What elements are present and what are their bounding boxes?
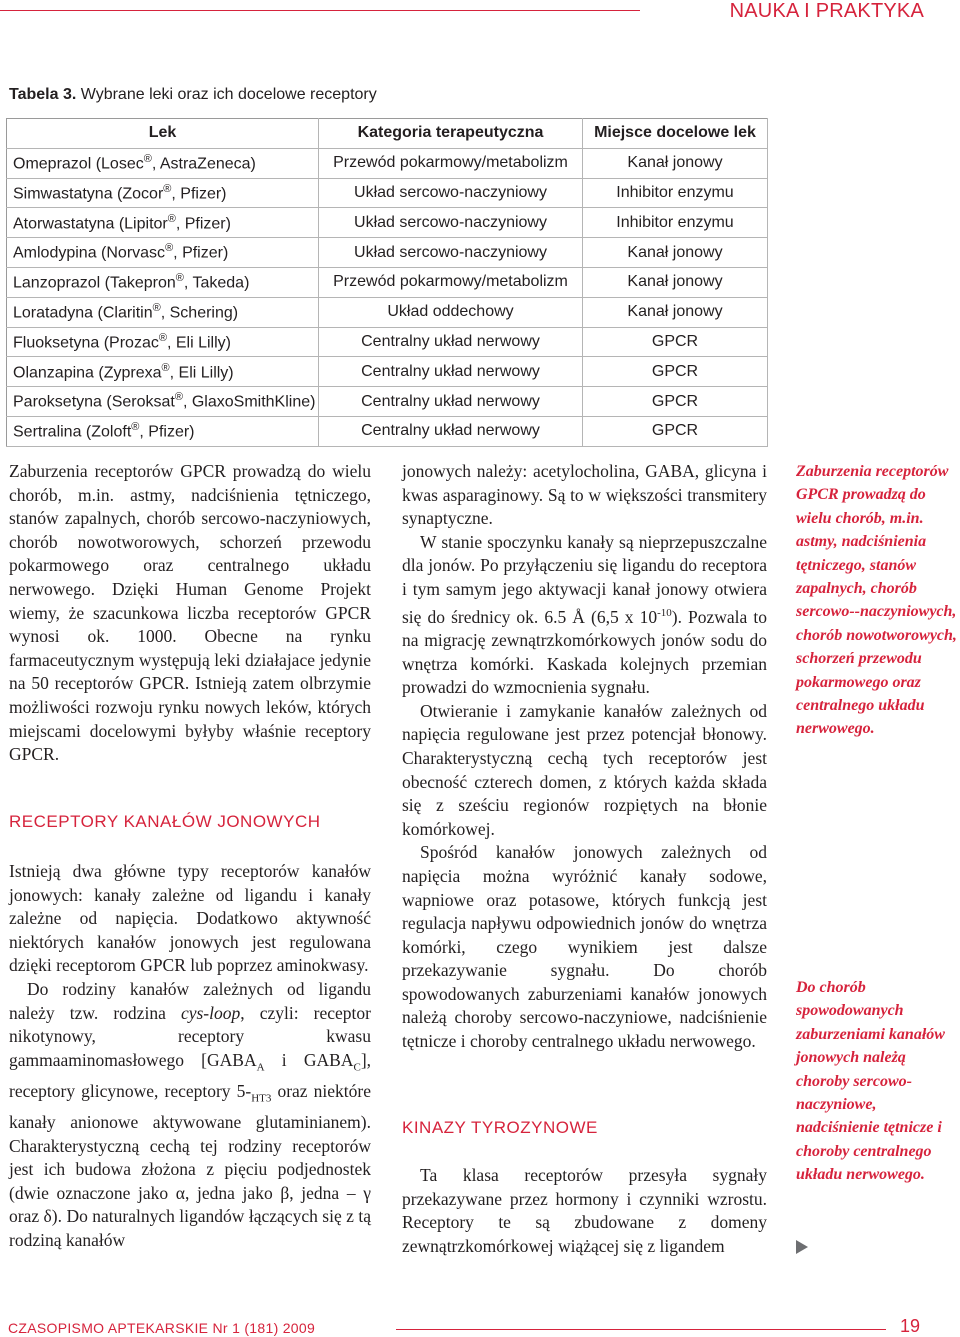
- cell-drug: [7, 416, 319, 446]
- text-run: oraz niektóre kanały anionowe aktywowane glutaminianem). Charakterystyczną cechą tej rodziny receptorów jest ich budowa złożona z pięciu podjednostek (dwie oznaczone jako α, jedna jako β, jedna – γ oraz δ). Do naturalnych ligandów łączących się z tą rodziną kanałów: [9, 1080, 371, 1250]
- cell-drug: [7, 238, 319, 268]
- drug-name: Olanzapina (Zyprexa: [13, 363, 162, 381]
- registered-mark: ®: [152, 302, 161, 315]
- paragraph: Spośród kanałów jonowych zależnych od napięcia można wyróżnić kanały sodowe, wapniowe oraz potasowe, których funkcją jest regulacja napływu odpowiednich jonów do wnętrza komórki, czego wynikiem jest dalsze przekazywanie sygnału. Do chorób spowodowanych zaburzeniami kanałów jonowych należą choroby sercowo-naczyniowe, nadciśnienie tętnicze i choroby centralnego układu nerwowego.: [402, 842, 767, 1052]
- cell-drug: [7, 327, 319, 357]
- table-row: [7, 327, 768, 357]
- registered-mark: ®: [175, 272, 184, 285]
- cell-target: GPCR: [583, 416, 768, 446]
- drug-maker: , Schering): [160, 304, 239, 322]
- drug-maker: , GlaxoSmithKline): [182, 393, 316, 411]
- table-caption-text: Wybrane leki oraz ich docelowe receptory: [76, 86, 377, 103]
- table-row: [7, 387, 768, 417]
- subscript: A: [256, 1061, 265, 1074]
- drug-maker: , Pfizer): [175, 214, 231, 232]
- text-run: W stanie spoczynku kanały są nieprzepuszczalne dla jonów. Po przyłączeniu się ligandu do receptora i tym samym jego aktywacji kanał jonowy otwiera się do średnicy ok. 6.5 Å (6,5 x 10: [402, 531, 767, 627]
- drug-name: Paroksetyna (Seroksat: [13, 393, 175, 411]
- header-category: Kategoria terapeutyczna: [319, 119, 583, 149]
- cell-drug: [7, 297, 319, 327]
- cell-category: Układ oddechowy: [319, 297, 583, 327]
- cell-drug: [7, 387, 319, 417]
- registered-mark: ®: [165, 242, 174, 255]
- cell-category: Centralny układ nerwowy: [319, 416, 583, 446]
- header-target: Miejsce docelowe lek: [583, 119, 768, 149]
- cell-target: Kanał jonowy: [583, 238, 768, 268]
- table-row: [7, 238, 768, 268]
- table-body: [7, 148, 768, 446]
- superscript: -10: [657, 606, 672, 619]
- subscript: C: [353, 1061, 361, 1074]
- journal-footer: CZASOPISMO APTEKARSKIE Nr 1 (181) 2009: [8, 1320, 316, 1336]
- cell-target: Kanał jonowy: [583, 297, 768, 327]
- paragraph: Istnieją dwa główne typy receptorów kanałów jonowych: kanały zależne od ligandu i kanały zależne od napięcia. Dodatkowo aktywność niektórych kanałów jonowych jest regulowana dzięki receptorom GPCR lub poprzez aminokwasy.: [9, 861, 371, 976]
- column-2-bottom: [402, 1164, 767, 1258]
- table-header-row: [7, 119, 768, 149]
- registered-mark: ®: [158, 331, 167, 344]
- cell-drug: [7, 357, 319, 387]
- drug-maker: , Eli Lilly): [169, 363, 234, 381]
- header-rule: [0, 10, 640, 11]
- pull-quote-ion-channels: Do chorób spowodowanych zaburzeniami kanałów jonowych należą choroby sercowo-naczyniowe, nadciśnienie tętnicze i choroby centralnego układu nerwowego.: [796, 979, 945, 1184]
- table-caption: [9, 86, 377, 104]
- table-row: [7, 208, 768, 238]
- section-title: NAUKA I PRAKTYKA: [729, 0, 924, 22]
- drug-name: Simwastatyna (Zocor: [13, 185, 164, 203]
- cell-category: Układ sercowo-naczyniowy: [319, 238, 583, 268]
- column-1-top: [9, 460, 371, 767]
- cell-drug: [7, 208, 319, 238]
- drug-name: Amlodypina (Norvasc: [13, 244, 166, 262]
- table-row: [7, 416, 768, 446]
- cell-category: Centralny układ nerwowy: [319, 387, 583, 417]
- heading-ion-channels: RECEPTORY KANAŁÓW JONOWYCH: [9, 812, 321, 831]
- paragraph: [402, 531, 767, 700]
- drug-maker: , AstraZeneca): [151, 155, 256, 173]
- text-run: ], receptory glicynowe, receptory 5-: [9, 1049, 372, 1101]
- drug-table: [6, 118, 768, 447]
- drug-maker: , Pfizer): [173, 244, 229, 262]
- footer-rule: [396, 1329, 886, 1330]
- cell-category: Centralny układ nerwowy: [319, 327, 583, 357]
- text-run: , czyli: receptor nikotynowy, receptory kwasu gammaaminomasłowego [GABA: [9, 1002, 371, 1070]
- table-row: [7, 297, 768, 327]
- text-run: ). Pozwala to na migrację zewnątrzkomórkowych jonów sodu do wnętrza komórki. Kaskada kolejnych przemian prowadzi do wzmocnienia sygnału.: [402, 606, 767, 698]
- cell-target: Kanał jonowy: [583, 267, 768, 297]
- cell-drug: [7, 148, 319, 178]
- pull-quote-gpcr: Zaburzenia receptorów GPCR prowadzą do wielu chorób, m.in. astmy, nadciśnienia tętniczego, stanów zapalnych, chorób sercowo--naczyniowych, chorób nowotworowych, schorzeń przewodu pokarmowego oraz centralnego układu nerwowego.: [796, 463, 957, 738]
- drug-maker: , Takeda): [183, 274, 250, 292]
- table-row: [7, 267, 768, 297]
- paragraph: Zaburzenia receptorów GPCR prowadzą do wielu chorób, m.in. astmy, nadciśnienia tętniczego, stanów zapalnych, chorób sercowo-naczyniowych, chorób nowotworowych, schorzeń przewodu pokarmowego oraz centralnego układu nerwowego. Dzięki Human Genome Projekt wiemy, że szacunkowa liczba receptorów GPCR wynosi ok. 1000. Obecne na rynku farmaceutycznym występują leki działajace jedynie na 50 receptorów GPCR. Istnieją zatem olbrzymie możliwości rozwoju rynku nowych leków, których miejscami docelowymi byłyby właśnie receptory GPCR.: [9, 461, 371, 765]
- column-1-bottom: [9, 860, 371, 1253]
- text-run: i GABA: [264, 1049, 354, 1070]
- cell-target: Inhibitor enzymu: [583, 208, 768, 238]
- table-caption-label: Tabela 3.: [9, 86, 77, 103]
- table-row: [7, 148, 768, 178]
- drug-name: Fluoksetyna (Prozac: [13, 334, 159, 352]
- drug-name: Loratadyna (Claritin: [13, 304, 153, 322]
- header-drug: Lek: [7, 119, 319, 149]
- paragraph: Otwieranie i zamykanie kanałów zależnych od napięcia regulowane jest przez potencjał błonowy. Charakterystyczną cechą tych receptorów jest obecność czterech domen, z których każda składa się z sześciu regionów rozpiętych na błonie komórkowej.: [402, 700, 767, 839]
- drug-name: Atorwastatyna (Lipitor: [13, 214, 168, 232]
- column-2-top: [402, 460, 767, 1054]
- cell-target: GPCR: [583, 327, 768, 357]
- cell-target: GPCR: [583, 357, 768, 387]
- cell-category: Układ sercowo-naczyniowy: [319, 178, 583, 208]
- cell-category: Układ sercowo-naczyniowy: [319, 208, 583, 238]
- text-run: Do rodziny kanałów zależnych od ligandu należy tzw. rodzina: [9, 978, 371, 1023]
- page-number: 19: [900, 1316, 921, 1336]
- registered-mark: ®: [161, 361, 170, 374]
- drug-maker: , Pfizer): [171, 185, 227, 203]
- drug-maker: , Eli Lilly): [166, 334, 231, 352]
- cell-target: GPCR: [583, 387, 768, 417]
- continue-arrow-icon: [796, 1240, 808, 1254]
- cell-category: Przewód pokarmowy/metabolizm: [319, 267, 583, 297]
- table-row: [7, 357, 768, 387]
- drug-maker: , Pfizer): [139, 423, 195, 441]
- cell-target: Kanał jonowy: [583, 148, 768, 178]
- registered-mark: ®: [143, 153, 152, 166]
- paragraph: jonowych należy: acetylocholina, GABA, glicyna i kwas asparaginowy. Są to w większości transmitery synaptyczne.: [402, 461, 767, 529]
- registered-mark: ®: [174, 391, 183, 404]
- subscript: HT3: [251, 1092, 272, 1105]
- paragraph: [9, 978, 371, 1253]
- drug-name: Omeprazol (Losec: [13, 155, 144, 173]
- paragraph: Ta klasa receptorów przesyła sygnały przekazywane przez hormony i czynniki wzrostu. Receptory te są zbudowane z domeny zewnątrzkomórkowej wiążącej się z ligandem: [402, 1165, 767, 1256]
- heading-tyrosine-kinases: KINAZY TYROZYNOWE: [402, 1118, 598, 1137]
- cell-target: Inhibitor enzymu: [583, 178, 768, 208]
- cell-drug: [7, 267, 319, 297]
- drug-name: Sertralina (Zoloft: [13, 423, 132, 441]
- italic-term: cys-loop: [180, 1002, 241, 1023]
- registered-mark: ®: [167, 212, 176, 225]
- drug-name: Lanzoprazol (Takepron: [13, 274, 176, 292]
- registered-mark: ®: [131, 421, 140, 434]
- cell-category: Centralny układ nerwowy: [319, 357, 583, 387]
- registered-mark: ®: [163, 182, 172, 195]
- table-row: [7, 178, 768, 208]
- cell-category: Przewód pokarmowy/metabolizm: [319, 148, 583, 178]
- cell-drug: [7, 178, 319, 208]
